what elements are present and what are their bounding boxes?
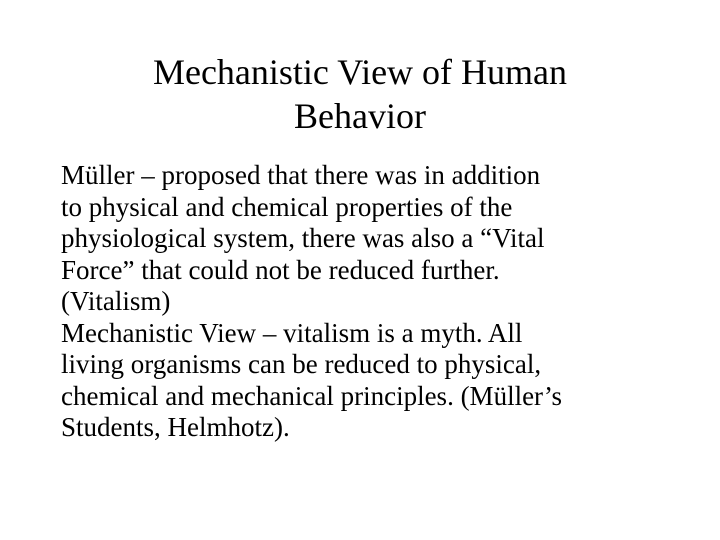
text-line: living organisms can be reduced to physical, bbox=[61, 349, 542, 379]
slide-title-line-1: Mechanistic View of Human bbox=[152, 52, 568, 92]
slide-title bbox=[60, 50, 660, 138]
slide-title-line-2: Behavior bbox=[294, 96, 426, 136]
text-line: Müller – proposed that there was in addition bbox=[61, 160, 541, 190]
text-line: chemical and mechanical principles. (Müller’s bbox=[61, 380, 563, 411]
slide-body bbox=[61, 160, 681, 444]
text-line: to physical and chemical properties of the bbox=[61, 191, 513, 222]
paragraph-mechanistic-view bbox=[61, 318, 681, 444]
text-line: Force” that could not be reduced further. bbox=[61, 254, 500, 285]
text-line: (Vitalism) bbox=[61, 286, 171, 316]
text-line: Students, Helmhotz). bbox=[61, 412, 290, 442]
text-line: physiological system, there was also a “Vital bbox=[61, 223, 545, 253]
paragraph-vitalism bbox=[61, 160, 681, 318]
text-line: Mechanistic View – vitalism is a myth. All bbox=[61, 317, 523, 348]
